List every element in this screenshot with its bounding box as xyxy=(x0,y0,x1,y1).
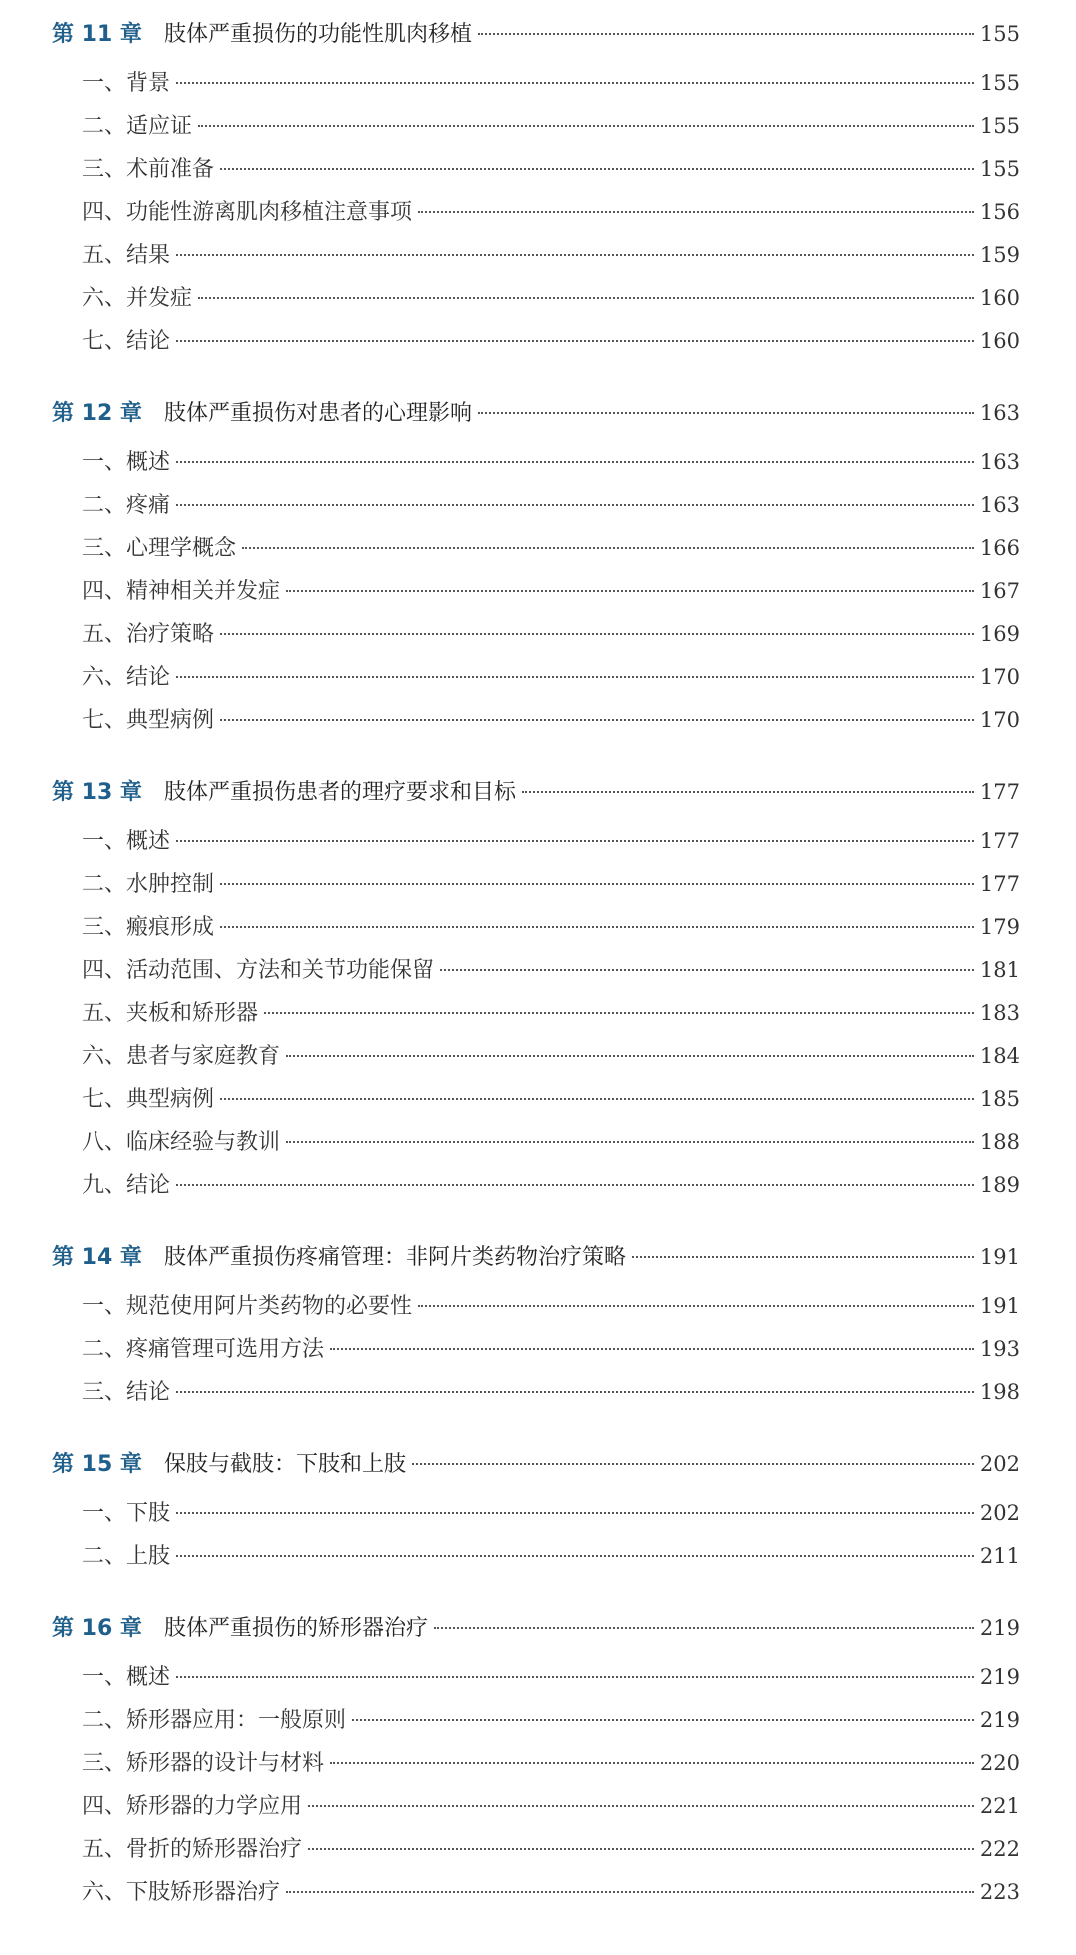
section-title: 六、患者与家庭教育 xyxy=(82,1044,281,1069)
section-page-number: 155 xyxy=(979,157,1020,181)
section-page-number: 202 xyxy=(979,1501,1020,1525)
section-entry[interactable] xyxy=(52,1492,1020,1535)
chapter-title: 肢体严重损伤疼痛管理：非阿片类药物治疗策略 xyxy=(163,1245,626,1270)
dot-leader xyxy=(176,1391,974,1393)
section-page-number: 189 xyxy=(979,1173,1020,1197)
section-title: 二、疼痛 xyxy=(82,493,171,518)
chapter-page-number: 177 xyxy=(979,780,1020,804)
section-entry[interactable] xyxy=(52,1742,1020,1785)
section-title: 一、概述 xyxy=(82,1665,171,1690)
section-entry[interactable] xyxy=(52,656,1020,699)
section-entry[interactable] xyxy=(52,105,1020,148)
toc-chapter xyxy=(52,391,1020,742)
chapter-heading[interactable] xyxy=(52,1606,1020,1650)
section-entry[interactable] xyxy=(52,527,1020,570)
section-entry[interactable] xyxy=(52,1535,1020,1578)
dot-leader xyxy=(198,125,974,127)
chapter-heading[interactable] xyxy=(52,391,1020,435)
section-title: 二、矫形器应用：一般原则 xyxy=(82,1708,347,1733)
section-page-number: 219 xyxy=(979,1708,1020,1732)
section-page-number: 177 xyxy=(979,829,1020,853)
dot-leader xyxy=(176,1555,974,1557)
section-entry[interactable] xyxy=(52,992,1020,1035)
dot-leader xyxy=(242,547,974,549)
section-entry[interactable] xyxy=(52,570,1020,613)
section-page-number: 188 xyxy=(979,1130,1020,1154)
dot-leader xyxy=(418,1305,974,1307)
section-title: 四、活动范围、方法和关节功能保留 xyxy=(82,958,435,983)
section-title: 五、治疗策略 xyxy=(82,622,215,647)
section-title: 二、上肢 xyxy=(82,1544,171,1569)
section-title: 八、临床经验与教训 xyxy=(82,1130,281,1155)
section-entry[interactable] xyxy=(52,906,1020,949)
dot-leader xyxy=(308,1848,974,1850)
toc-chapter xyxy=(52,770,1020,1207)
section-entry[interactable] xyxy=(52,1828,1020,1871)
section-title: 六、结论 xyxy=(82,665,171,690)
section-entry[interactable] xyxy=(52,441,1020,484)
dot-leader xyxy=(286,1141,974,1143)
section-title: 四、精神相关并发症 xyxy=(82,579,281,604)
section-entry[interactable] xyxy=(52,1078,1020,1121)
section-title: 三、术前准备 xyxy=(82,157,215,182)
dot-leader xyxy=(176,340,974,342)
section-title: 二、疼痛管理可选用方法 xyxy=(82,1337,325,1362)
toc-chapter xyxy=(52,1442,1020,1578)
section-entry[interactable] xyxy=(52,863,1020,906)
chapter-title: 肢体严重损伤的矫形器治疗 xyxy=(163,1616,428,1641)
section-title: 五、骨折的矫形器治疗 xyxy=(82,1837,303,1862)
dot-leader xyxy=(176,1676,974,1678)
section-title: 一、概述 xyxy=(82,450,171,475)
section-title: 三、结论 xyxy=(82,1380,171,1405)
section-entry[interactable] xyxy=(52,148,1020,191)
chapter-number: 第 15 章 xyxy=(52,1452,142,1477)
section-page-number: 155 xyxy=(979,114,1020,138)
section-title: 三、矫形器的设计与材料 xyxy=(82,1751,325,1776)
section-page-number: 155 xyxy=(979,71,1020,95)
section-entry[interactable] xyxy=(52,1164,1020,1207)
section-page-number: 183 xyxy=(979,1001,1020,1025)
dot-leader xyxy=(176,676,974,678)
section-entry[interactable] xyxy=(52,277,1020,320)
dot-leader xyxy=(176,461,974,463)
section-entry[interactable] xyxy=(52,613,1020,656)
section-page-number: 184 xyxy=(979,1044,1020,1068)
section-title: 五、夹板和矫形器 xyxy=(82,1001,259,1026)
section-entry[interactable] xyxy=(52,234,1020,277)
section-title: 三、瘢痕形成 xyxy=(82,915,215,940)
section-page-number: 167 xyxy=(979,579,1020,603)
section-page-number: 185 xyxy=(979,1087,1020,1111)
section-entry[interactable] xyxy=(52,1699,1020,1742)
dot-leader xyxy=(220,883,974,885)
chapter-title: 肢体严重损伤患者的理疗要求和目标 xyxy=(163,780,516,805)
section-page-number: 169 xyxy=(979,622,1020,646)
section-title: 四、功能性游离肌肉移植注意事项 xyxy=(82,200,413,225)
section-title: 六、下肢矫形器治疗 xyxy=(82,1880,281,1905)
section-entry[interactable] xyxy=(52,699,1020,742)
section-title: 七、典型病例 xyxy=(82,1087,215,1112)
section-title: 七、结论 xyxy=(82,329,171,354)
chapter-heading[interactable] xyxy=(52,1235,1020,1279)
section-page-number: 221 xyxy=(979,1794,1020,1818)
section-entry[interactable] xyxy=(52,949,1020,992)
chapter-number: 第 13 章 xyxy=(52,780,142,805)
dot-leader xyxy=(220,719,974,721)
section-entry[interactable] xyxy=(52,1656,1020,1699)
section-page-number: 223 xyxy=(979,1880,1020,1904)
section-entry[interactable] xyxy=(52,1871,1020,1914)
chapter-title: 肢体严重损伤的功能性肌肉移植 xyxy=(163,22,472,47)
chapter-page-number: 155 xyxy=(979,22,1020,46)
dot-leader xyxy=(176,1512,974,1514)
chapter-heading[interactable] xyxy=(52,12,1020,56)
section-page-number: 160 xyxy=(979,329,1020,353)
section-page-number: 159 xyxy=(979,243,1020,267)
section-page-number: 156 xyxy=(979,200,1020,224)
chapter-page-number: 163 xyxy=(979,401,1020,425)
dot-leader xyxy=(176,254,974,256)
dot-leader xyxy=(434,1627,974,1629)
section-entry[interactable] xyxy=(52,320,1020,363)
dot-leader xyxy=(220,168,974,170)
chapter-heading[interactable] xyxy=(52,770,1020,814)
section-title: 一、规范使用阿片类药物的必要性 xyxy=(82,1294,413,1319)
section-entry[interactable] xyxy=(52,1371,1020,1414)
table-of-contents xyxy=(52,12,1020,1914)
chapter-page-number: 219 xyxy=(979,1616,1020,1640)
chapter-heading[interactable] xyxy=(52,1442,1020,1486)
dot-leader xyxy=(176,1184,974,1186)
dot-leader xyxy=(176,840,974,842)
section-title: 二、适应证 xyxy=(82,114,193,139)
chapter-number: 第 14 章 xyxy=(52,1245,142,1270)
chapter-number: 第 16 章 xyxy=(52,1616,142,1641)
dot-leader xyxy=(286,590,974,592)
section-title: 九、结论 xyxy=(82,1173,171,1198)
section-entry[interactable] xyxy=(52,191,1020,234)
section-title: 二、水肿控制 xyxy=(82,872,215,897)
dot-leader xyxy=(308,1805,974,1807)
chapter-title: 保肢与截肢：下肢和上肢 xyxy=(163,1452,406,1477)
section-title: 四、矫形器的力学应用 xyxy=(82,1794,303,1819)
toc-chapter xyxy=(52,12,1020,363)
section-page-number: 163 xyxy=(979,450,1020,474)
section-entry[interactable] xyxy=(52,484,1020,527)
dot-leader xyxy=(522,791,974,793)
dot-leader xyxy=(352,1719,974,1721)
section-page-number: 219 xyxy=(979,1665,1020,1689)
dot-leader xyxy=(330,1762,974,1764)
section-page-number: 193 xyxy=(979,1337,1020,1361)
section-entry[interactable] xyxy=(52,1035,1020,1078)
chapter-number: 第 12 章 xyxy=(52,401,142,426)
section-page-number: 222 xyxy=(979,1837,1020,1861)
section-page-number: 177 xyxy=(979,872,1020,896)
dot-leader xyxy=(478,33,974,35)
dot-leader xyxy=(286,1055,974,1057)
section-title: 一、背景 xyxy=(82,71,171,96)
section-page-number: 220 xyxy=(979,1751,1020,1775)
section-entry[interactable] xyxy=(52,1328,1020,1371)
chapter-page-number: 202 xyxy=(979,1452,1020,1476)
dot-leader xyxy=(632,1256,974,1258)
dot-leader xyxy=(220,633,974,635)
section-page-number: 166 xyxy=(979,536,1020,560)
section-title: 一、下肢 xyxy=(82,1501,171,1526)
section-title: 六、并发症 xyxy=(82,286,193,311)
section-title: 七、典型病例 xyxy=(82,708,215,733)
dot-leader xyxy=(412,1463,974,1465)
chapter-number: 第 11 章 xyxy=(52,22,142,47)
dot-leader xyxy=(330,1348,974,1350)
chapter-title: 肢体严重损伤对患者的心理影响 xyxy=(163,401,472,426)
section-entry[interactable] xyxy=(52,820,1020,863)
section-title: 一、概述 xyxy=(82,829,171,854)
section-title: 三、心理学概念 xyxy=(82,536,237,561)
section-page-number: 163 xyxy=(979,493,1020,517)
dot-leader xyxy=(478,412,974,414)
section-page-number: 211 xyxy=(979,1544,1020,1568)
dot-leader xyxy=(198,297,974,299)
dot-leader xyxy=(440,969,974,971)
section-page-number: 198 xyxy=(979,1380,1020,1404)
section-page-number: 191 xyxy=(979,1294,1020,1318)
dot-leader xyxy=(176,504,974,506)
dot-leader xyxy=(176,82,974,84)
section-entry[interactable] xyxy=(52,1285,1020,1328)
dot-leader xyxy=(220,1098,974,1100)
section-page-number: 170 xyxy=(979,708,1020,732)
section-entry[interactable] xyxy=(52,62,1020,105)
section-page-number: 181 xyxy=(979,958,1020,982)
toc-chapter xyxy=(52,1606,1020,1914)
chapter-page-number: 191 xyxy=(979,1245,1020,1269)
dot-leader xyxy=(286,1891,974,1893)
section-page-number: 179 xyxy=(979,915,1020,939)
section-page-number: 170 xyxy=(979,665,1020,689)
dot-leader xyxy=(264,1012,974,1014)
dot-leader xyxy=(418,211,974,213)
toc-chapter xyxy=(52,1235,1020,1414)
section-entry[interactable] xyxy=(52,1121,1020,1164)
section-entry[interactable] xyxy=(52,1785,1020,1828)
section-title: 五、结果 xyxy=(82,243,171,268)
dot-leader xyxy=(220,926,974,928)
section-page-number: 160 xyxy=(979,286,1020,310)
